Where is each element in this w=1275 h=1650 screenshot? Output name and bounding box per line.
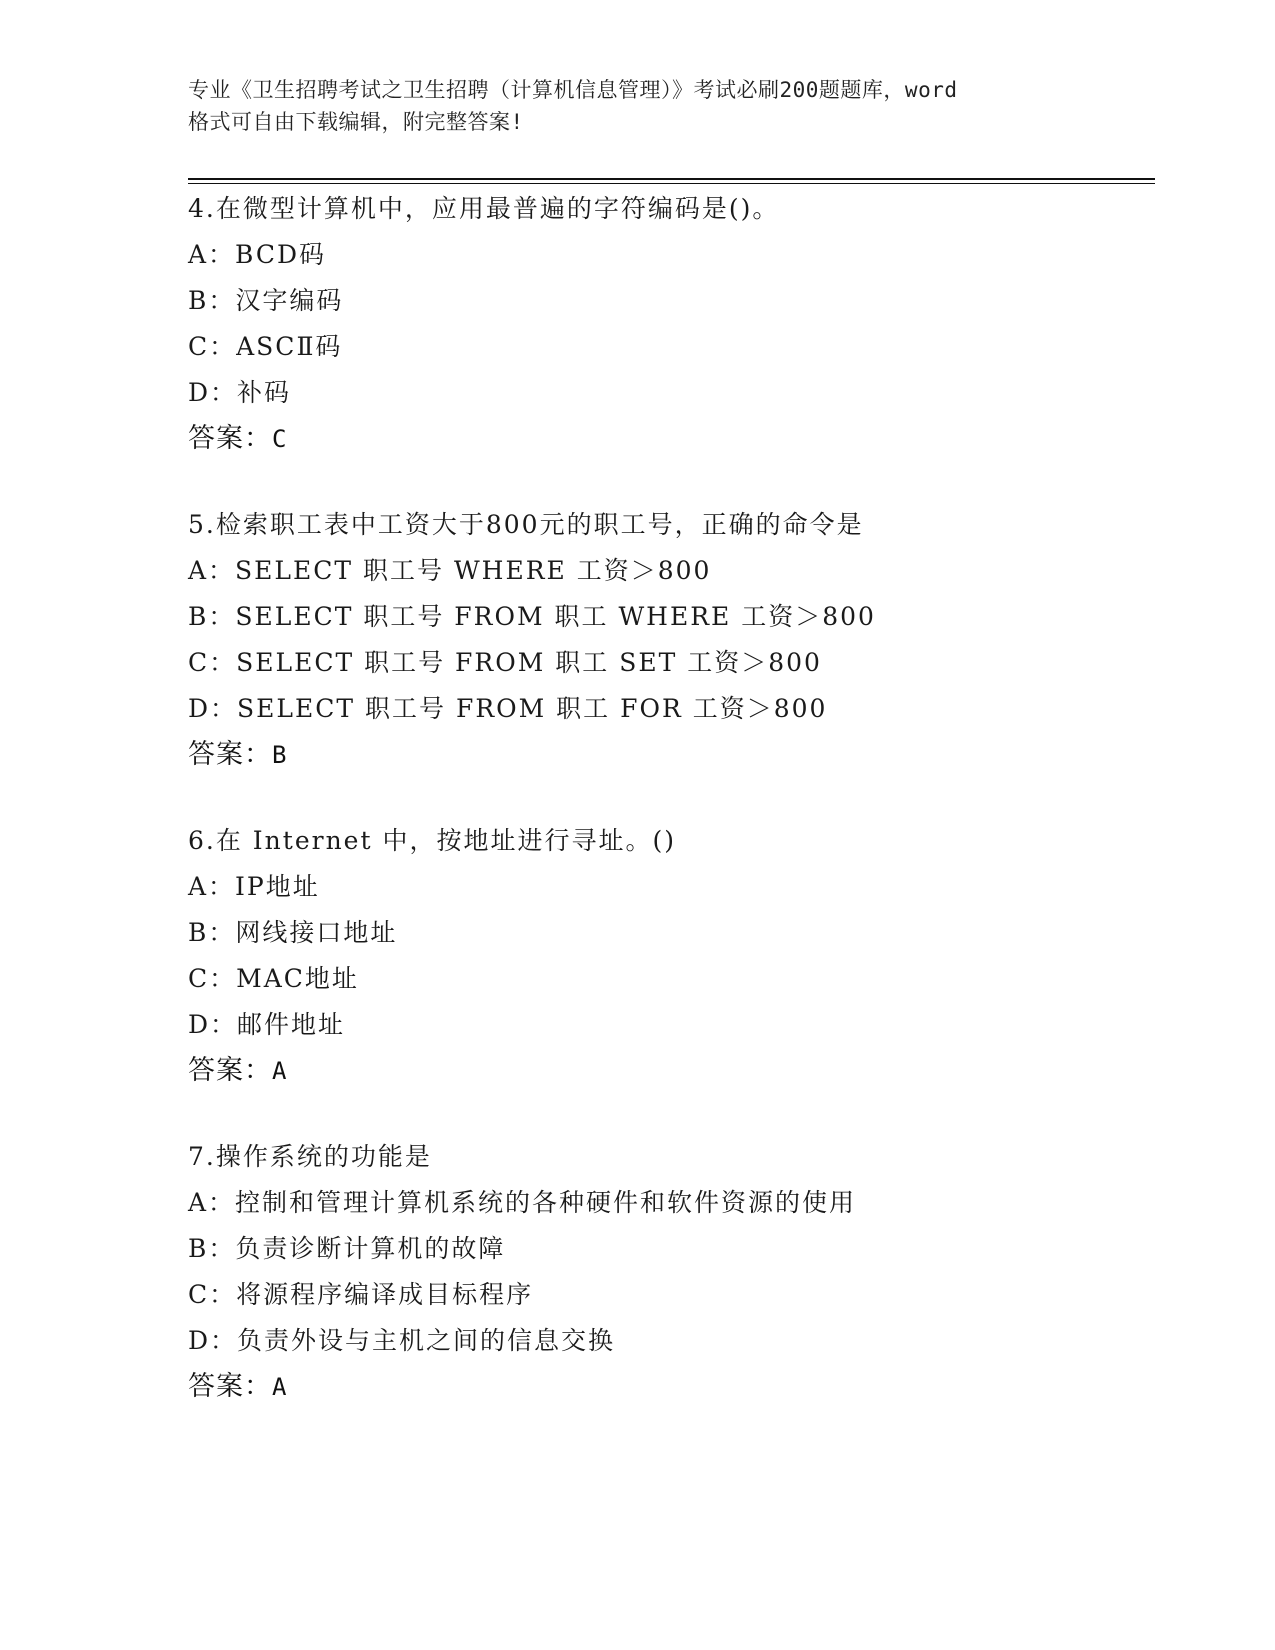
document-header bbox=[188, 74, 1088, 138]
question-title: 7.操作系统的功能是 bbox=[188, 1142, 432, 1171]
answer-value: A bbox=[272, 1057, 287, 1085]
answer-value: B bbox=[272, 741, 287, 769]
answer-label: 答案： bbox=[188, 739, 272, 770]
answer-line bbox=[188, 732, 1148, 778]
header-line-1: 专业《卫生招聘考试之卫生招聘（计算机信息管理）》考试必刷200题题库，word bbox=[188, 78, 958, 102]
option-a: A：控制和管理计算机系统的各种硬件和软件资源的使用 bbox=[188, 1188, 857, 1217]
option-d: D：负责外设与主机之间的信息交换 bbox=[188, 1326, 616, 1355]
option-c: C：ASCⅡ码 bbox=[188, 332, 343, 361]
question-title: 4.在微型计算机中，应用最普遍的字符编码是()。 bbox=[188, 194, 780, 223]
option-d: D：邮件地址 bbox=[188, 1010, 346, 1039]
answer-label: 答案： bbox=[188, 1371, 272, 1402]
answer-value: C bbox=[272, 425, 287, 453]
answer-line bbox=[188, 416, 1148, 462]
option-d: D：补码 bbox=[188, 378, 292, 407]
option-d: D：SELECT 职工号 FROM 职工 FOR 工资＞800 bbox=[188, 694, 828, 723]
header-line-2: 格式可自由下载编辑，附完整答案! bbox=[188, 110, 524, 134]
question-block bbox=[188, 818, 1148, 1094]
option-b: B：负责诊断计算机的故障 bbox=[188, 1234, 506, 1263]
header-divider-thin bbox=[188, 183, 1155, 184]
answer-line bbox=[188, 1364, 1148, 1410]
question-block bbox=[188, 186, 1148, 462]
answer-label: 答案： bbox=[188, 1055, 272, 1086]
option-c: C：MAC地址 bbox=[188, 964, 359, 993]
option-b: B：SELECT 职工号 FROM 职工 WHERE 工资＞800 bbox=[188, 602, 876, 631]
option-a: A：IP地址 bbox=[188, 872, 320, 901]
question-title: 5.检索职工表中工资大于800元的职工号，正确的命令是 bbox=[188, 510, 864, 539]
option-c: C：SELECT 职工号 FROM 职工 SET 工资＞800 bbox=[188, 648, 822, 677]
option-a: A：SELECT 职工号 WHERE 工资＞800 bbox=[188, 556, 712, 585]
option-b: B：网线接口地址 bbox=[188, 918, 398, 947]
option-a: A：BCD码 bbox=[188, 240, 327, 269]
question-block bbox=[188, 502, 1148, 778]
answer-line bbox=[188, 1048, 1148, 1094]
answer-value: A bbox=[272, 1373, 287, 1401]
question-block bbox=[188, 1134, 1148, 1410]
answer-label: 答案： bbox=[188, 423, 272, 454]
header-divider bbox=[188, 178, 1155, 180]
question-title: 6.在 Internet 中，按地址进行寻址。() bbox=[188, 826, 676, 855]
option-b: B：汉字编码 bbox=[188, 286, 344, 315]
option-c: C：将源程序编译成目标程序 bbox=[188, 1280, 534, 1309]
